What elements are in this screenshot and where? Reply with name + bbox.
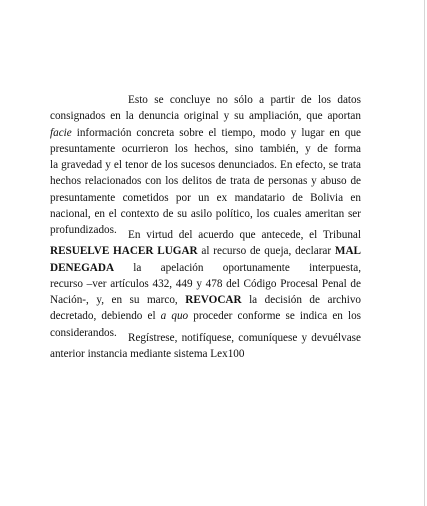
text-line: profundizados. — [50, 224, 117, 237]
text-line: En virtud del acuerdo que antecede, el Tribunal — [128, 229, 361, 241]
paragraph-resolution — [50, 227, 361, 341]
text-line — [50, 292, 361, 308]
text-line: la gravedad y el tenor de los sucesos denunciados. En efecto, se trata — [50, 159, 361, 172]
text-line: presuntamente ocurrieron los hechos, sino también, y de forma — [50, 142, 361, 155]
bold-term: MAL — [334, 245, 361, 258]
bold-term: DENEGADA — [50, 261, 115, 274]
text-line: presuntamente cometidos por un ex mandatario de Bolivia en — [50, 191, 361, 204]
text-span: al recurso de queja, declarar — [201, 245, 332, 258]
text-span: información concreta sobre el tiempo, modo y lugar en que — [76, 126, 361, 139]
text-line: hechos relacionados con los delitos de trata de personas y abuso de — [50, 175, 361, 188]
text-line — [50, 125, 361, 141]
text-span: la apelación oportunamente interpuesta, — [133, 261, 361, 274]
text-line — [50, 260, 361, 276]
text-line: Esto se concluye no sólo a partir de los datos — [128, 94, 361, 106]
text-span: la decisión de archivo — [249, 294, 361, 307]
text-line: recurso –ver artículos 432, 449 y 478 del Código Procesal Penal de — [50, 277, 361, 290]
text-span: proceder conforme se indica en los — [193, 310, 361, 323]
text-line: nacional, en el contexto de su asilo político, los cuales ameritan ser — [50, 208, 361, 221]
bold-term: RESUELVE HACER LUGAR — [50, 245, 198, 258]
text-line — [50, 308, 361, 324]
italic-term: a quo — [160, 310, 189, 323]
text-line: considerandos. — [50, 326, 117, 339]
text-line — [50, 108, 361, 124]
paragraph-conclusion — [50, 92, 361, 239]
italic-term: facie — [50, 126, 72, 139]
text-line: anterior instancia mediante sistema Lex100 — [50, 348, 245, 361]
paragraph-registration — [50, 330, 361, 363]
text-line: Regístrese, notifíquese, comuníquese y devuélvase — [128, 332, 361, 344]
text-span: decretado, debiendo el — [50, 310, 156, 323]
text-span: consignados en la denuncia original y su ampliación, que aportan — [50, 110, 361, 123]
bold-term: REVOCAR — [185, 294, 242, 307]
text-span: Nación-, y, en su marco, — [50, 294, 178, 307]
text-line — [50, 243, 361, 259]
